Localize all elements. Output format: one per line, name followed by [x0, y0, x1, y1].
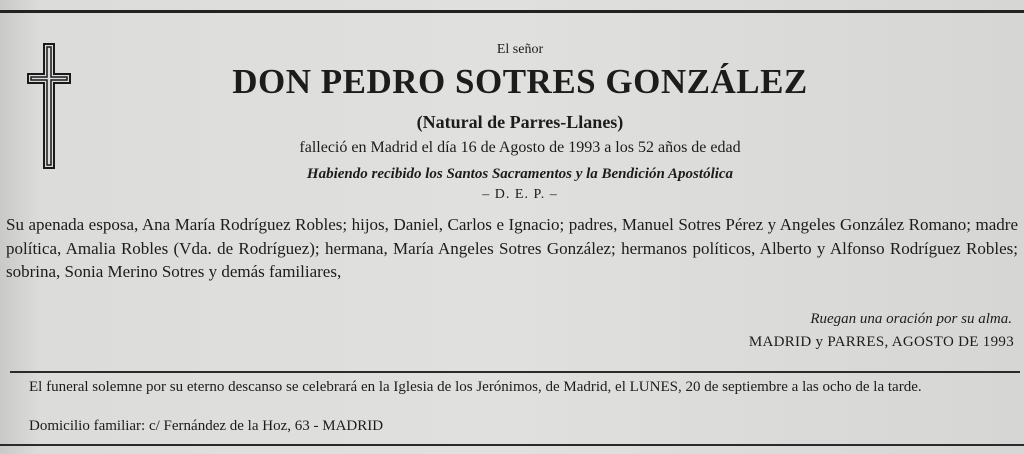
divider-rule — [10, 371, 1020, 373]
latin-cross-icon — [26, 42, 72, 170]
family-address: Domicilio familiar: c/ Fernández de la Hoz, 63 - MADRID — [29, 418, 384, 434]
top-rule — [0, 10, 1024, 13]
sacraments-text: Habiendo recibido los Santos Sacramentos y la Bendición Apostólica — [306, 166, 734, 182]
place-date: MADRID y PARRES, AGOSTO DE 1993 — [748, 334, 1014, 350]
intro-text: El señor — [496, 42, 544, 57]
prayer-request: Ruegan una oración por su alma. — [810, 311, 1012, 327]
bottom-rule — [0, 444, 1024, 446]
funeral-info: El funeral solemne por su eterno descanso se celebrará en la Iglesia de los Jerónimos, de Madrid, el LUNES, 20 de septiembre a las ocho de la tarde. — [29, 379, 922, 395]
origin-text: (Natural de Parres-Llanes) — [416, 112, 624, 132]
deceased-name: DON PEDRO SOTRES GONZÁLEZ — [232, 62, 808, 101]
family-paragraph: Su apenada esposa, Ana María Rodríguez Robles; hijos, Daniel, Carlos e Ignacio; padres, Manuel Sotres Pérez y Angeles González Romano; madre política, Amalia Robles (Vda. de Rodríguez); hermana, María Angeles Sotres González; hermanos políticos, Alberto y Alfonso Rodríguez Robles; sobrina, Sonia Merino Sotres y demás familiares, — [6, 215, 1018, 281]
rip-text: – D. E. P. – — [482, 187, 558, 202]
death-details: falleció en Madrid el día 16 de Agosto de 1993 a los 52 años de edad — [299, 139, 741, 156]
